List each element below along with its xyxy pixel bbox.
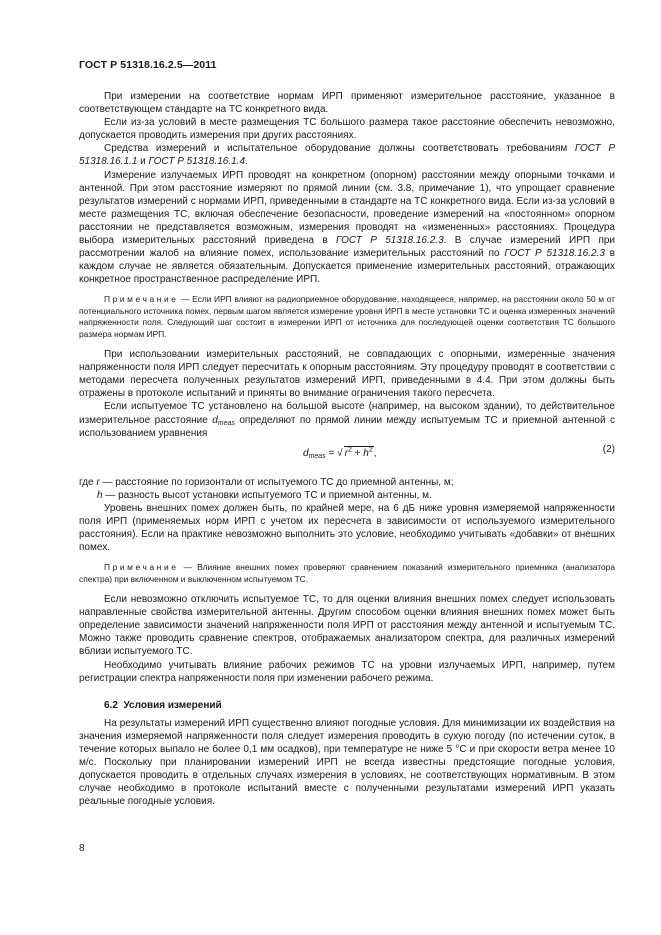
sqrt-icon: √ — [337, 447, 343, 459]
section-heading: 6.2 Условия измерений — [104, 699, 222, 711]
standard-reference: ГОСТ Р 51318.16.1.1 — [79, 143, 615, 168]
page-content — [79, 90, 615, 808]
equation-expression: $d_{meas}$ = √ $r^2 + h^2$, — [303, 446, 377, 460]
note-2 — [79, 562, 615, 585]
note-1 — [79, 294, 615, 340]
where-line-2: h — разность высот установки испытуемого ТС и приемной антенны, м. — [97, 489, 432, 501]
text-run: Если испытуемое ТС установлено на большой высоте (например, на высоком здании), то действительное измерительное расстояние — [79, 401, 615, 426]
document-header: ГОСТ Р 51318.16.2.5—2011 — [79, 59, 217, 71]
text-run: в каждом случае не является обязательным. Допускается применение измерительных расстояний, отражающих конкретное пространственное распределение ИРП. — [79, 248, 615, 286]
paragraph-1: При измерении на соответствие нормам ИРП применяют измерительное расстояние, указанное в соответствующем стандарте на ТС конкретного вида. — [79, 91, 615, 116]
note-label: Примечание — [104, 562, 179, 573]
paragraph-3 — [79, 142, 615, 168]
text-run: Измерение излучаемых ИРП проводят на конкретном (опорном) расстоянии между опорными точками и антенной. При этом расстояние измеряют по прямой линии (см. 3.8, примечание 1), что упрощает сравнение результатов измерений с нормами ИРП, приведенными в стандарте на ТС конкретного вида. Если из-за условий в месте размещения ТС, включая обеспечение безопасности, проведение измерений на «постоянном» опорном расстоянии не представляется возможным, измерения проводят на «измененных» расстояниях. Процедура выбора измерительных расстояний приведена в — [79, 169, 615, 247]
paragraph-5: При использовании измерительных расстояний, не совпадающих с опорными, измеренные значения напряженности поля ИРП следует пересчитать к опорным расстояниям. Эту процедуру проводят в соответствии с методами пересчета полученных результатов измерений ИРП, приведенными в 4.4. При этом должны быть отражены в протоколе испытаний и приняты во внимание ограничения такого пересчета. — [79, 349, 615, 400]
page-number: 8 — [79, 843, 85, 854]
standard-reference: ГОСТ Р 51318.16.2.3 — [504, 248, 605, 260]
text-run: . В случае измерений ИРП при рассмотрении жалоб на влияние помех, использование измерительных расстояний по — [79, 235, 616, 260]
text-run: и — [137, 156, 149, 168]
paragraph-9: Необходимо учитывать влияние рабочих режимов ТС на уровни излучаемых ИРП, например, путем регистрации спектра напряженности поля при изменении рабочего режима. — [79, 659, 615, 684]
text-run: Средства измерений и испытательное оборудование должны соответствовать требованиям — [104, 143, 575, 155]
standard-reference: ГОСТ Р 51318.16.2.3 — [336, 235, 444, 247]
note-label: Примечание — [104, 294, 179, 305]
sqrt-radicand: $r^2 + h^2$ — [344, 446, 373, 459]
text-run: . — [245, 156, 248, 168]
paragraph-7: Уровень внешних помех должен быть, по крайней мере, на 6 дБ ниже уровня измеряемой напряженности поля ИРП (применяемых норм ИРП с учетом их пересчета в зависимости от используемого измерительного расстояния). Если на практике невозможно выполнить это условие, необходимо учитывать «добавки» от внешних помех. — [79, 502, 615, 554]
equation-2 — [79, 443, 615, 470]
note-text: — Влияние внешних помех проверяют сравнением показаний измерительного приемника (анализатора спектра) при включенном и выключенном испытуемом ТС. — [79, 562, 615, 584]
note-text: — Если ИРП влияют на радиоприемное оборудование, находящееся, например, на расстоянии около 50 м от потенциального источника помех, первым шагом является измерение уровня ИРП в месте установки ТС и оценка измеренных значений напряженности поля. Следующий шаг состоит в измерении ИРП от источника для последующей оценки соответствия ТС большого размера нормам ИРП. — [79, 294, 615, 339]
paragraph-2: Если из-за условий в месте размещения ТС большого размера такое расстояние обеспечить невозможно, допускается проводить измерения при других расстояниях. — [79, 117, 615, 142]
paragraph-10: На результаты измерений ИРП существенно влияют погодные условия. Для минимизации их воздействия на значения измеряемой напряженности поля следует измерения проводить в сухую погоду (по истечении суток, в течение которых выпало не более 0,1 мм осадков), при температуре не ниже 5 °С и при скорости ветра менее 10 м/с. Поскольку при планировании измерений ИРП не всегда известны предстоящие погодные условия, допускается проводить в отдельных случаях измерения в условиях, не соответствующих нормативным. В этом случае необходимо в протоколе испытаний вместе с полученными результатами измерений ИРП указать реальные погодные условия. — [79, 717, 615, 808]
standard-reference: ГОСТ Р 51318.16.1.4 — [148, 156, 246, 168]
paragraph-4 — [79, 169, 615, 287]
equation-number: (2) — [602, 443, 615, 455]
paragraph-8: Если невозможно отключить испытуемое ТС, то для оценки влияния внешних помех следует использовать направленные свойства измерительной антенны. Другим способом оценки влияния внешних помех может быть определение зависимости значений напряженности поля ИРП от расстояния между антенной и испытуемым ТС. Можно также проводить сравнение спектров, отображаемых анализатором спектра, для различных измерений вблизи испытуемого ТС. — [79, 594, 615, 658]
text-run: определяют по прямой линии между испытуемым ТС и приемной антенной с использованием уравнения — [79, 414, 615, 439]
paragraph-6 — [79, 400, 615, 439]
variable-d-meas: $d_{meas}$ — [212, 414, 235, 427]
where-line-1: где r — расстояние по горизонтали от испытуемого ТС до приемной антенны, м; — [79, 476, 454, 488]
